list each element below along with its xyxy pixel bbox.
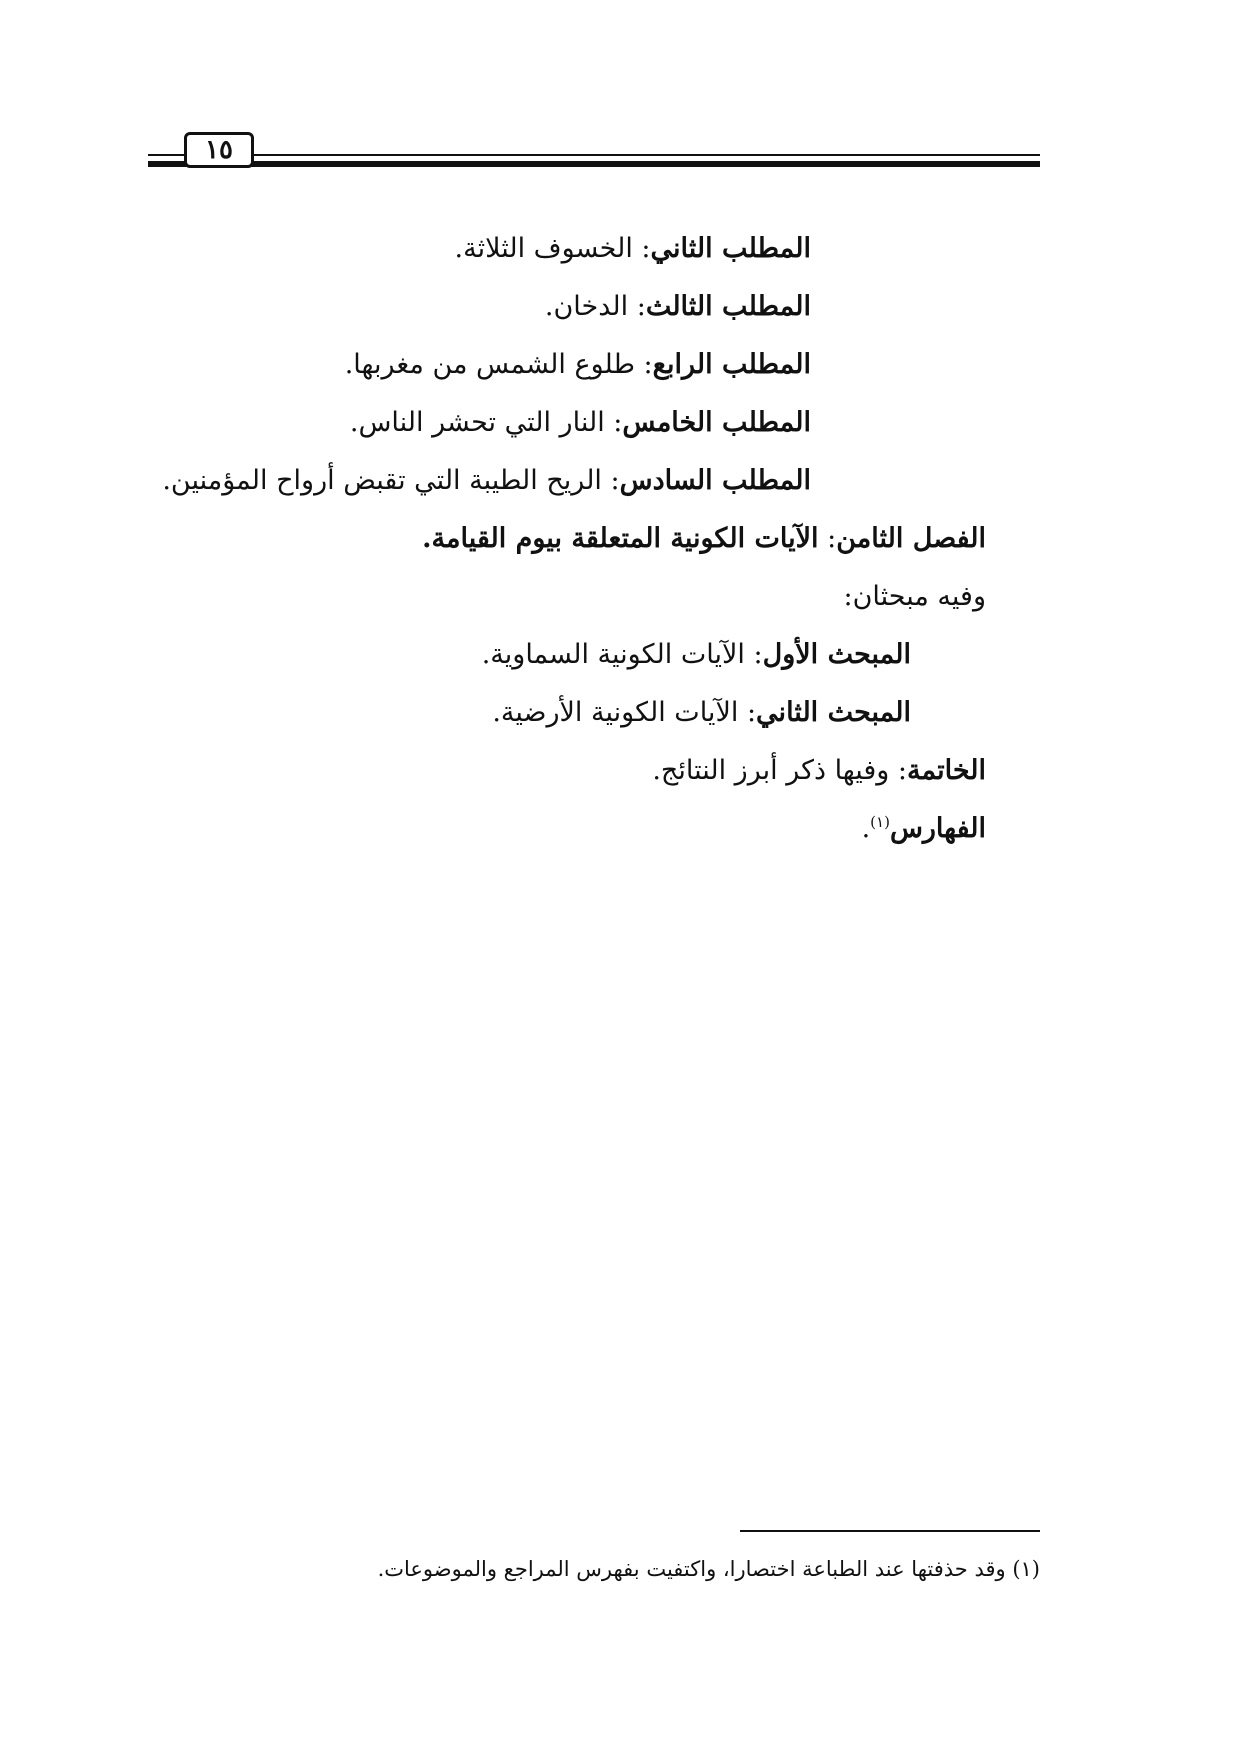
toc-chapter-line xyxy=(200,510,986,568)
toc-line-separator: : xyxy=(738,697,757,728)
toc-line-text: الخسوف الثلاثة. xyxy=(454,233,633,264)
toc-line-text: وفيه مبحثان: xyxy=(843,581,986,612)
toc-line-label: الفصل الثامن xyxy=(836,523,986,554)
toc-line xyxy=(200,278,986,336)
toc-line-label: الفهارس xyxy=(889,813,986,844)
toc-line-separator: : xyxy=(818,523,837,554)
toc-line-text: الآيات الكونية السماوية. xyxy=(481,639,745,670)
footnote-separator xyxy=(740,1530,1040,1532)
toc-line-label: المطلب الخامس xyxy=(622,407,811,438)
toc-line xyxy=(200,742,986,800)
toc-line-text: الآيات الكونية الأرضية. xyxy=(492,697,739,728)
toc-line-separator: : xyxy=(634,349,653,380)
toc-line-text: طلوع الشمس من مغربها. xyxy=(344,349,635,380)
toc-line xyxy=(200,394,986,452)
header-rule-thin xyxy=(148,154,1040,156)
page-header xyxy=(148,130,1040,170)
toc-line-text: الريح الطيبة التي تقبض أرواح المؤمنين. xyxy=(162,465,602,496)
toc-line-label: المطلب الثالث xyxy=(645,291,811,322)
footnote: (١) وقد حذفتها عند الطباعة اختصارا، واكتفيت بفهرس المراجع والموضوعات. xyxy=(377,1557,1040,1581)
toc-line-text: الدخان. xyxy=(544,291,629,322)
toc-line-separator: : xyxy=(744,639,763,670)
toc-line-separator: : xyxy=(632,233,651,264)
toc-line-label: المبحث الأول xyxy=(762,639,911,670)
footnote-reference: (١) xyxy=(870,813,890,831)
toc-line xyxy=(200,220,986,278)
toc-line-text: . xyxy=(861,813,871,844)
toc-line-separator: : xyxy=(601,465,620,496)
toc-line-separator: : xyxy=(604,407,623,438)
toc-line-separator: : xyxy=(628,291,646,322)
toc-line-label: المبحث الثاني xyxy=(756,697,911,728)
toc-line-label: المطلب الثاني xyxy=(650,233,811,264)
header-rule-thick xyxy=(148,161,1040,167)
table-of-contents xyxy=(162,220,986,858)
page-number: ١٥ xyxy=(184,132,254,168)
toc-line xyxy=(200,336,986,394)
toc-line-label: الخاتمة xyxy=(907,755,986,786)
toc-line xyxy=(200,626,986,684)
toc-line-separator: : xyxy=(889,755,908,786)
toc-line-text: النار التي تحشر الناس. xyxy=(349,407,605,438)
toc-line-label: المطلب الرابع xyxy=(652,349,811,380)
toc-line xyxy=(200,800,986,858)
toc-line-text: الآيات الكونية المتعلقة بيوم القيامة. xyxy=(422,523,819,554)
toc-line-text: وفيها ذكر أبرز النتائج. xyxy=(652,755,890,786)
toc-line xyxy=(200,684,986,742)
toc-line xyxy=(162,452,986,510)
toc-plain-line xyxy=(200,568,986,626)
toc-line-label: المطلب السادس xyxy=(619,465,811,496)
